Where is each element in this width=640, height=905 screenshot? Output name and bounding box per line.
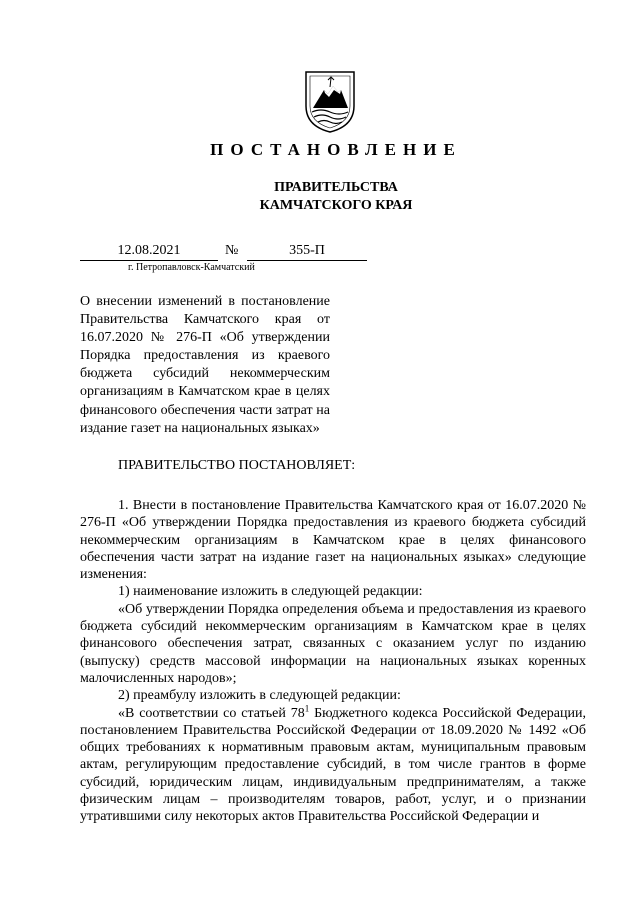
document-subject: О внесении изменений в постановление Правительства Камчатского края от 16.07.2020 № 276-П «Об утверждении Порядка предоставления из краевого бюджета субсидий некоммерческим организациям в Камчатском крае в целях финансового обеспечения части затрат на издание газет на национальных языках» <box>80 294 330 436</box>
issuer-line-2: КАМЧАТСКОГО КРАЯ <box>259 198 413 213</box>
paragraph: 1. Внести в постановление Правительства Камчатского края от 16.07.2020 № 276-П «Об утверждении Порядка предоставления из краевого бюджета субсидий некоммерческим организациям в Камчатском крае в целях финансового обеспечения части затрат на издание газет на национальных языках» следующие изменения: <box>80 498 586 583</box>
kamchatka-coat-of-arms-icon <box>304 68 356 134</box>
document-body <box>80 497 586 826</box>
document-date: 12.08.2021 <box>80 243 218 261</box>
superscript: 1 <box>304 702 310 713</box>
paragraph-text: Бюджетного кодекса Российской Федерации, постановлением Правительства Российской Федерации от 18.09.2020 № 1492 «Об общих требованиях к нормативным правовым актам, муниципальным правовым актам, регулирующим предоставление субсидий, в том числе грантов в форме субсидий, юридическим лицам, индивидуальным предпринимателям, а также физическим лицам – производителям товаров, работ, услуг, и о признании утратившими силу некоторых актов Правительства Российской Федерации и <box>80 705 586 825</box>
decree-heading: ПРАВИТЕЛЬСТВО ПОСТАНОВЛЯЕТ: <box>118 458 356 473</box>
paragraph <box>80 702 586 826</box>
date-number-row <box>80 243 370 263</box>
issuer-line-1: ПРАВИТЕЛЬСТВА <box>274 180 398 195</box>
document-number: 355-П <box>247 243 367 261</box>
paragraph-text: «В соответствии со статьей 78 <box>118 705 305 721</box>
document-title: ПОСТАНОВЛЕНИЕ <box>210 140 462 159</box>
paragraph: 2) преамбулу изложить в следующей редакции: <box>118 688 401 704</box>
paragraph: 1) наименование изложить в следующей редакции: <box>118 584 423 600</box>
issue-city: г. Петропавловск-Камчатский <box>128 262 255 273</box>
number-sign: № <box>225 243 239 258</box>
paragraph: «Об утверждении Порядка определения объема и предоставления из краевого бюджета субсидий некоммерческим организациям в Камчатском крае в целях финансового обеспечения затрат, связанных с оказанием услуг по изданию (выпуску) средств массовой информации на национальных языках коренных малочисленных народов»; <box>80 601 586 686</box>
